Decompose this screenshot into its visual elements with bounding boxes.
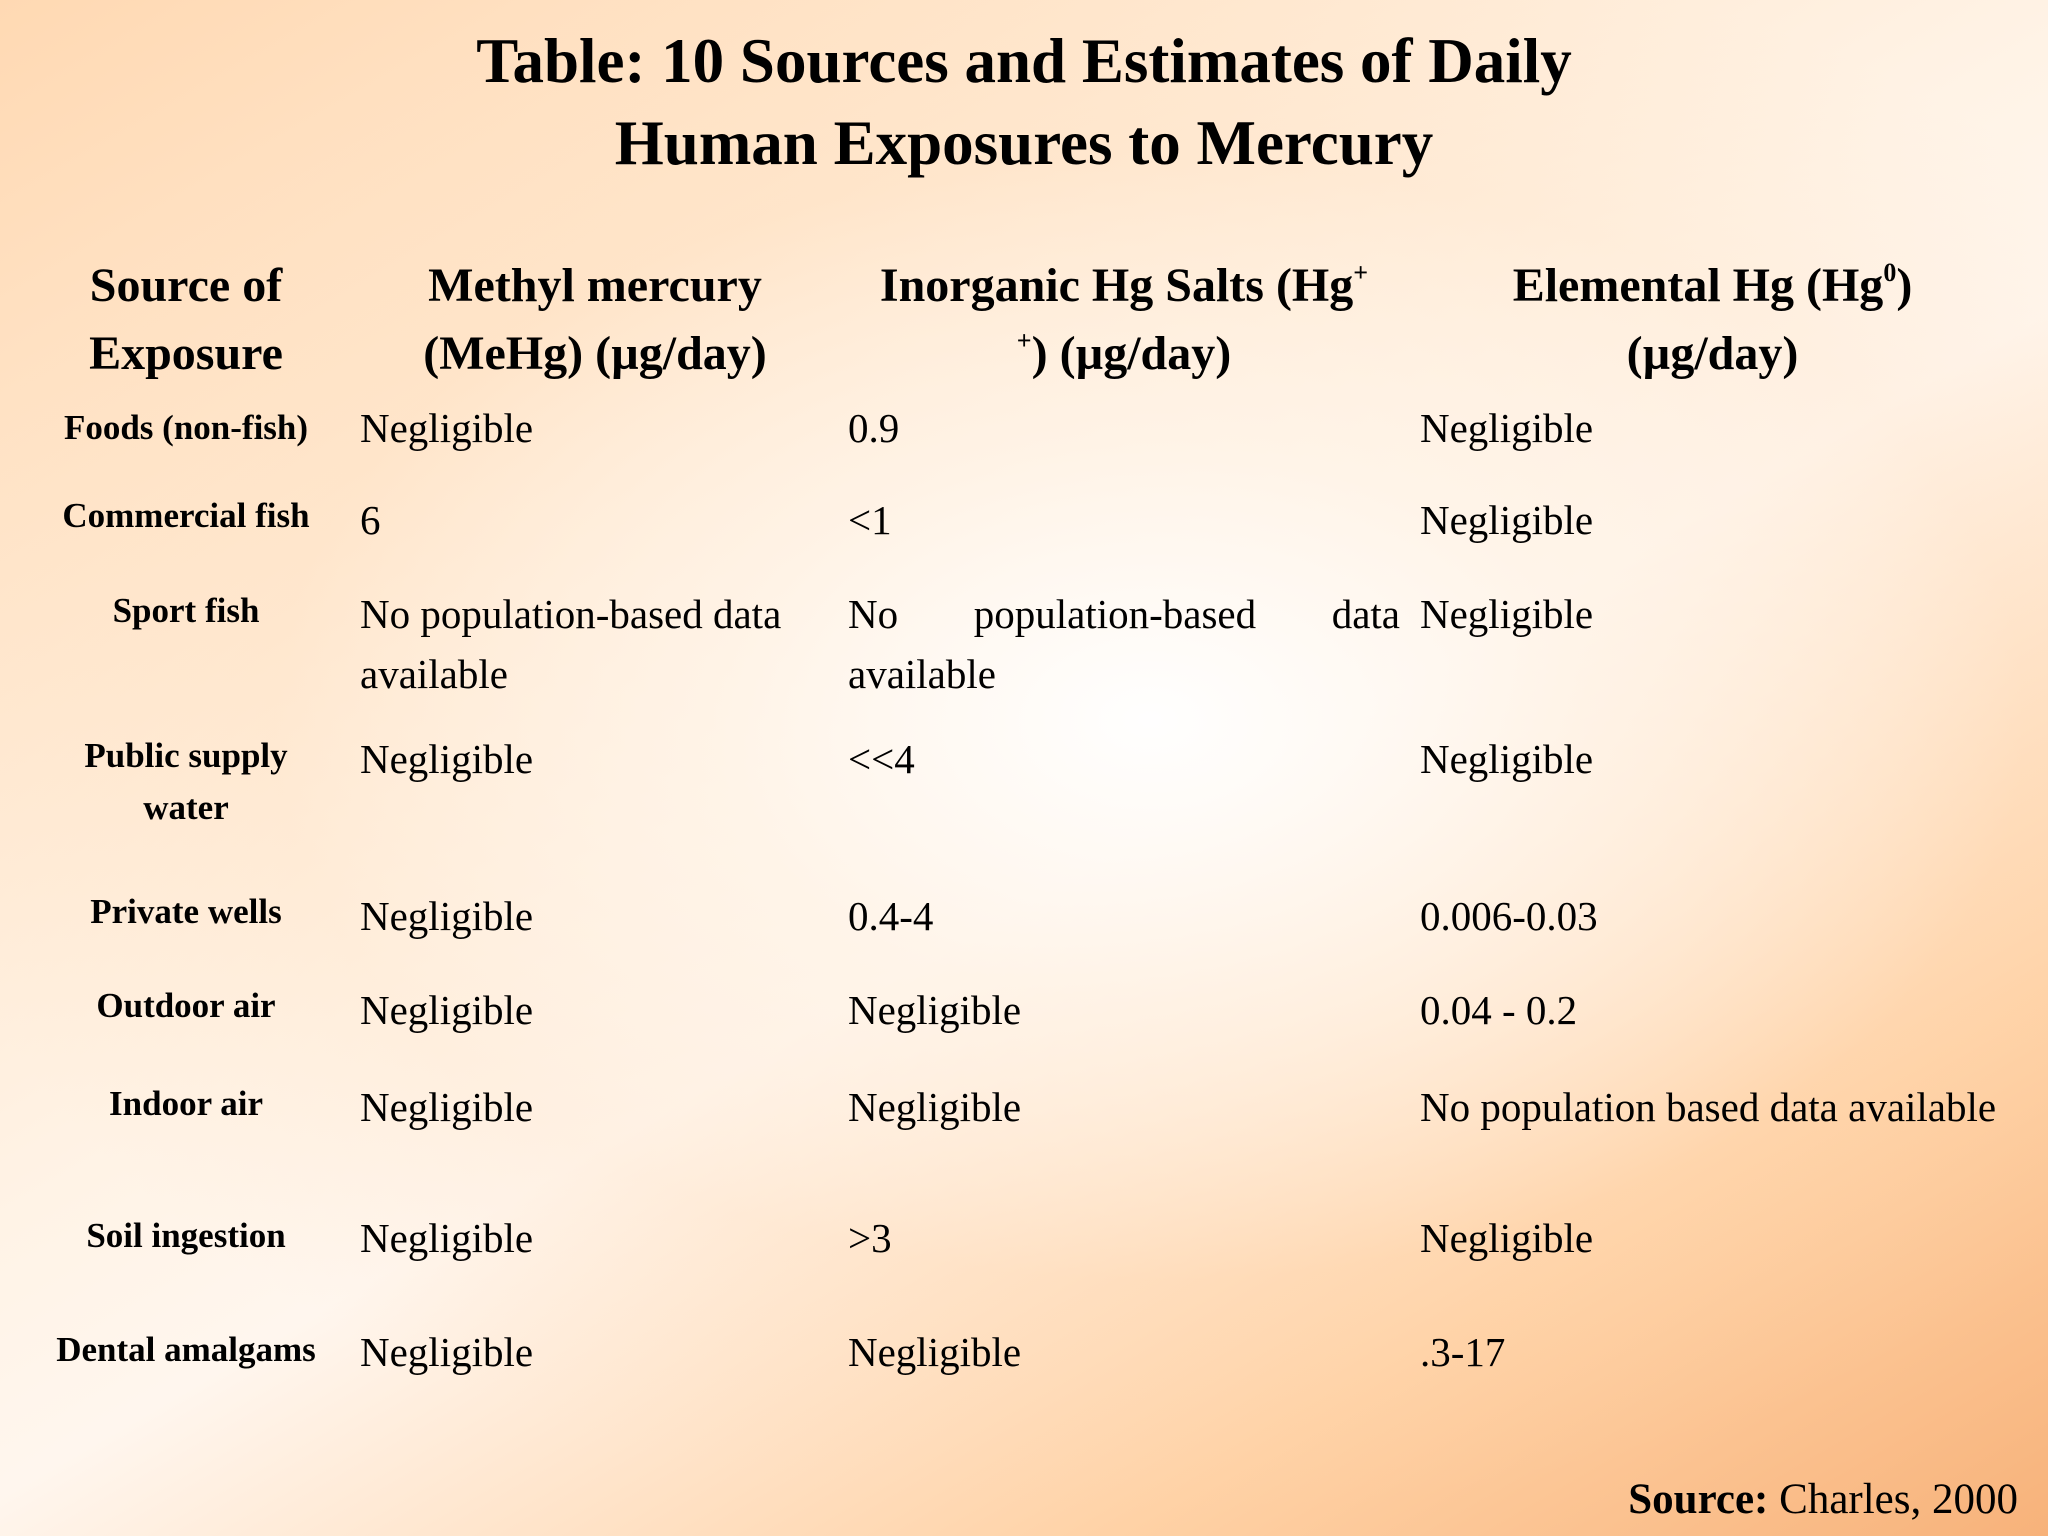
table-cell: Negligible	[848, 1084, 1022, 1130]
source-value: Charles, 2000	[1768, 1476, 2018, 1523]
header-elemental-hg: Elemental Hg (Hg$^0$) (µg/day)	[1512, 258, 1913, 380]
table-cell: Negligible	[360, 1329, 534, 1375]
table-cell: 0.04 - 0.2	[1420, 987, 1578, 1033]
table-cell: Negligible	[1420, 736, 1594, 782]
table-cell: 0.006-0.03	[1420, 893, 1598, 939]
table-cell: Negligible	[360, 736, 534, 782]
table-cell: Negligible	[360, 405, 534, 451]
table-cell: Negligible	[848, 987, 1022, 1033]
table-row-label: Soil ingestion	[86, 1216, 286, 1255]
table-row-label: Indoor air	[109, 1084, 263, 1123]
header-source: Source of Exposure	[89, 259, 283, 380]
table-row-label: Public supply water	[84, 736, 288, 827]
table-row-label: Dental amalgams	[56, 1330, 316, 1369]
table-row-label: Sport fish	[112, 591, 260, 630]
table-row-label: Private wells	[90, 892, 282, 931]
table-cell: Negligible	[360, 987, 534, 1033]
table-cell: Negligible	[1420, 405, 1594, 451]
slide-title	[0, 20, 2048, 184]
table-cell: .3-17	[1420, 1329, 1506, 1375]
table-cell: <1	[848, 497, 892, 543]
table-cell: Negligible	[848, 1329, 1022, 1375]
table-cell: 6	[360, 497, 381, 543]
table-cell: Negligible	[1420, 1215, 1594, 1261]
table-cell: Negligible	[1420, 497, 1594, 543]
table-cell: Negligible	[1420, 591, 1594, 637]
table-cell: Negligible	[360, 893, 534, 939]
table-cell: Negligible	[360, 1215, 534, 1261]
header-methyl-mercury: Methyl mercury (MeHg) (µg/day)	[423, 259, 767, 380]
table-cell: >3	[848, 1215, 892, 1261]
table-cell: No population based data available	[1420, 1084, 1997, 1130]
table-row-label: Foods (non-fish)	[63, 408, 309, 447]
source-label: Source:	[1628, 1476, 1769, 1523]
table-cell: 0.4-4	[848, 893, 934, 939]
table-row-label: Outdoor air	[96, 986, 276, 1025]
header-inorganic-hg-salts: Inorganic Hg Salts (Hg+ +) (µg/day)	[879, 258, 1369, 380]
table-cell: 0.9	[848, 405, 900, 451]
table-cell: No population-based data available	[848, 591, 1400, 697]
table-row-label: Commercial fish	[62, 496, 310, 535]
title-line-1: Table: 10 Sources and Estimates of Daily	[476, 26, 1572, 96]
title-line-2: Human Exposures to Mercury	[614, 108, 1434, 178]
source-citation	[1628, 1470, 2018, 1530]
table-cell: <<4	[848, 736, 915, 782]
table-cell: Negligible	[360, 1084, 534, 1130]
table-cell: No population-based data available	[360, 591, 782, 697]
